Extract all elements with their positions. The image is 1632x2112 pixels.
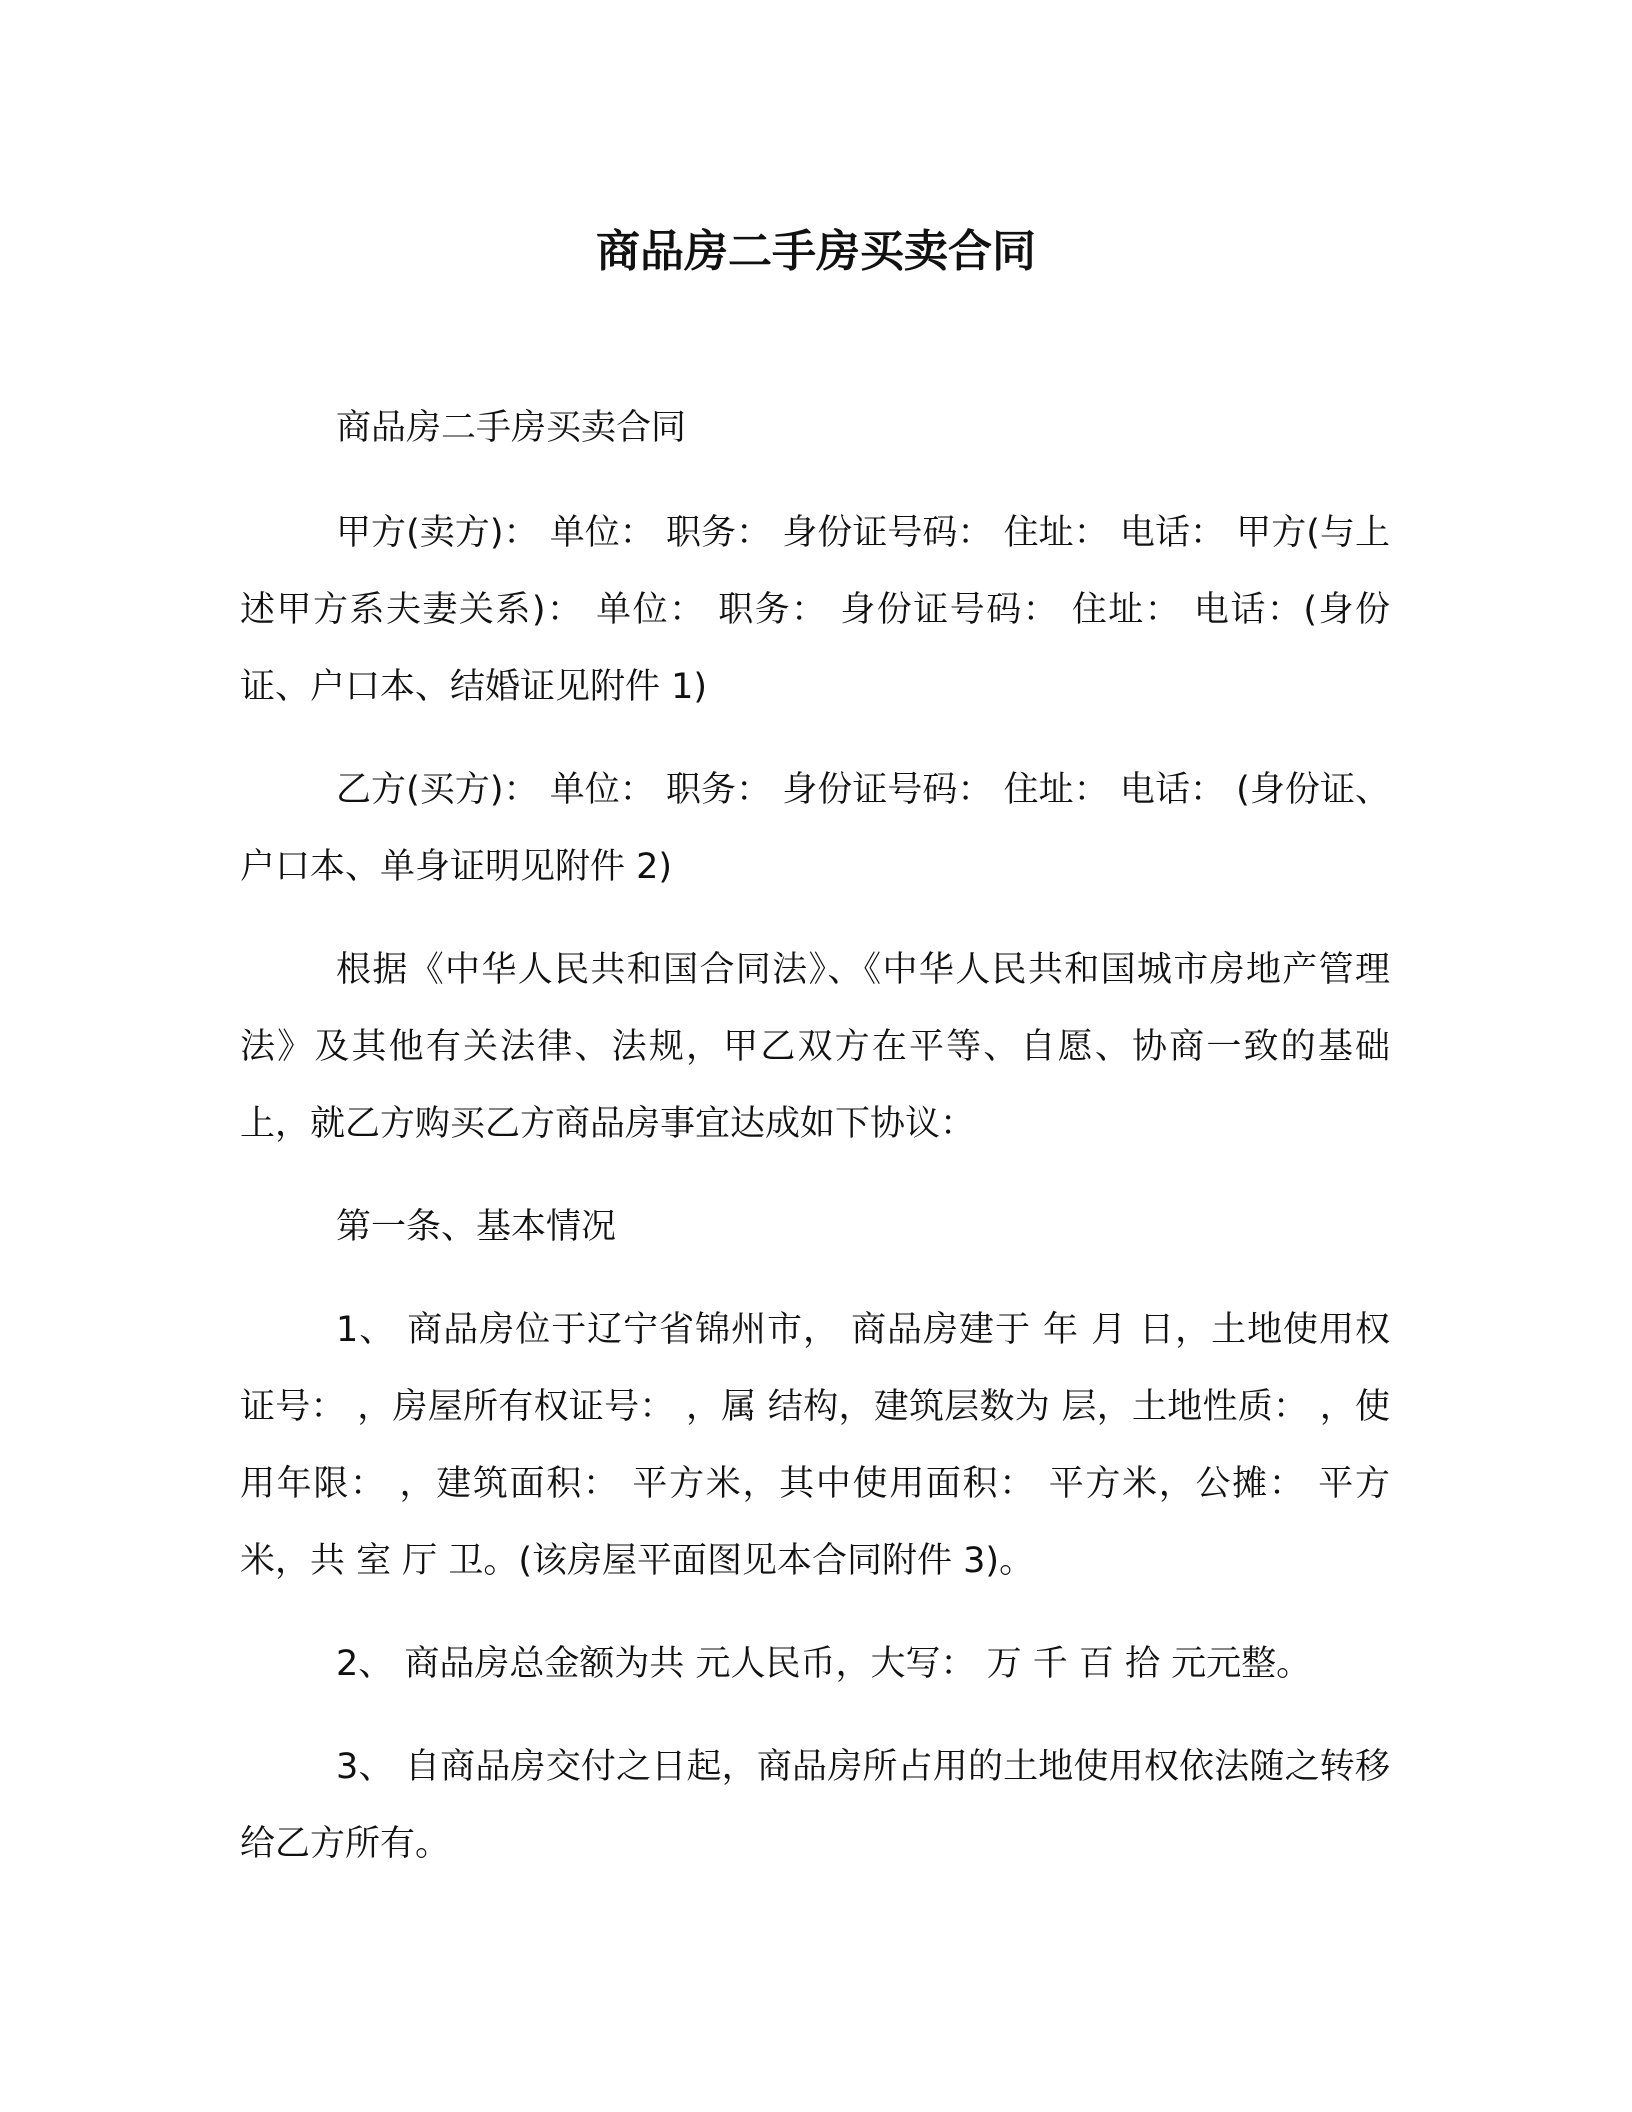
paragraph-article-1-heading: 第一条、基本情况: [336, 1207, 617, 1247]
paragraph-clause-2: 2、 商品房总金额为共 元人民币，大写： 万 千 百 拾 元元整。: [336, 1644, 1312, 1684]
paragraph-legal-basis: 根据《中华人民共和国合同法》、《中华人民共和国城市房地产管理法》及其他有关法律、法规，甲乙双方在平等、自愿、协商一致的基础上，就乙方购买乙方商品房事宜达成如下协议：: [240, 950, 1390, 1144]
paragraph-party-a: 甲方(卖方)： 单位： 职务： 身份证号码： 住址： 电话： 甲方(与上述甲方系夫妻关系)： 单位： 职务： 身份证号码： 住址： 电话：(身份证、户口本、结婚证见附件 1): [240, 513, 1390, 707]
paragraph-clause-3: 3、 自商品房交付之日起，商品房所占用的土地使用权依法随之转移给乙方所有。: [240, 1747, 1390, 1864]
paragraph-clause-1: 1、 商品房位于辽宁省锦州市， 商品房建于 年 月 日，土地使用权证号： ，房屋所有权证号： ，属 结构，建筑层数为 层，土地性质： ，使用年限： ，建筑面积： 平方米，其中使用面积： 平方米，公摊： 平方米，共 室 厅 卫。(该房屋平面图见本合同附件 3)。: [240, 1310, 1390, 1581]
document-title: 商品房二手房买卖合同: [596, 226, 1036, 277]
paragraph-subtitle: 商品房二手房买卖合同: [336, 408, 687, 448]
document-body: [240, 390, 1390, 1909]
paragraph-party-b: 乙方(买方)： 单位： 职务： 身份证号码： 住址： 电话： (身份证、户口本、单身证明见附件 2): [240, 770, 1390, 887]
